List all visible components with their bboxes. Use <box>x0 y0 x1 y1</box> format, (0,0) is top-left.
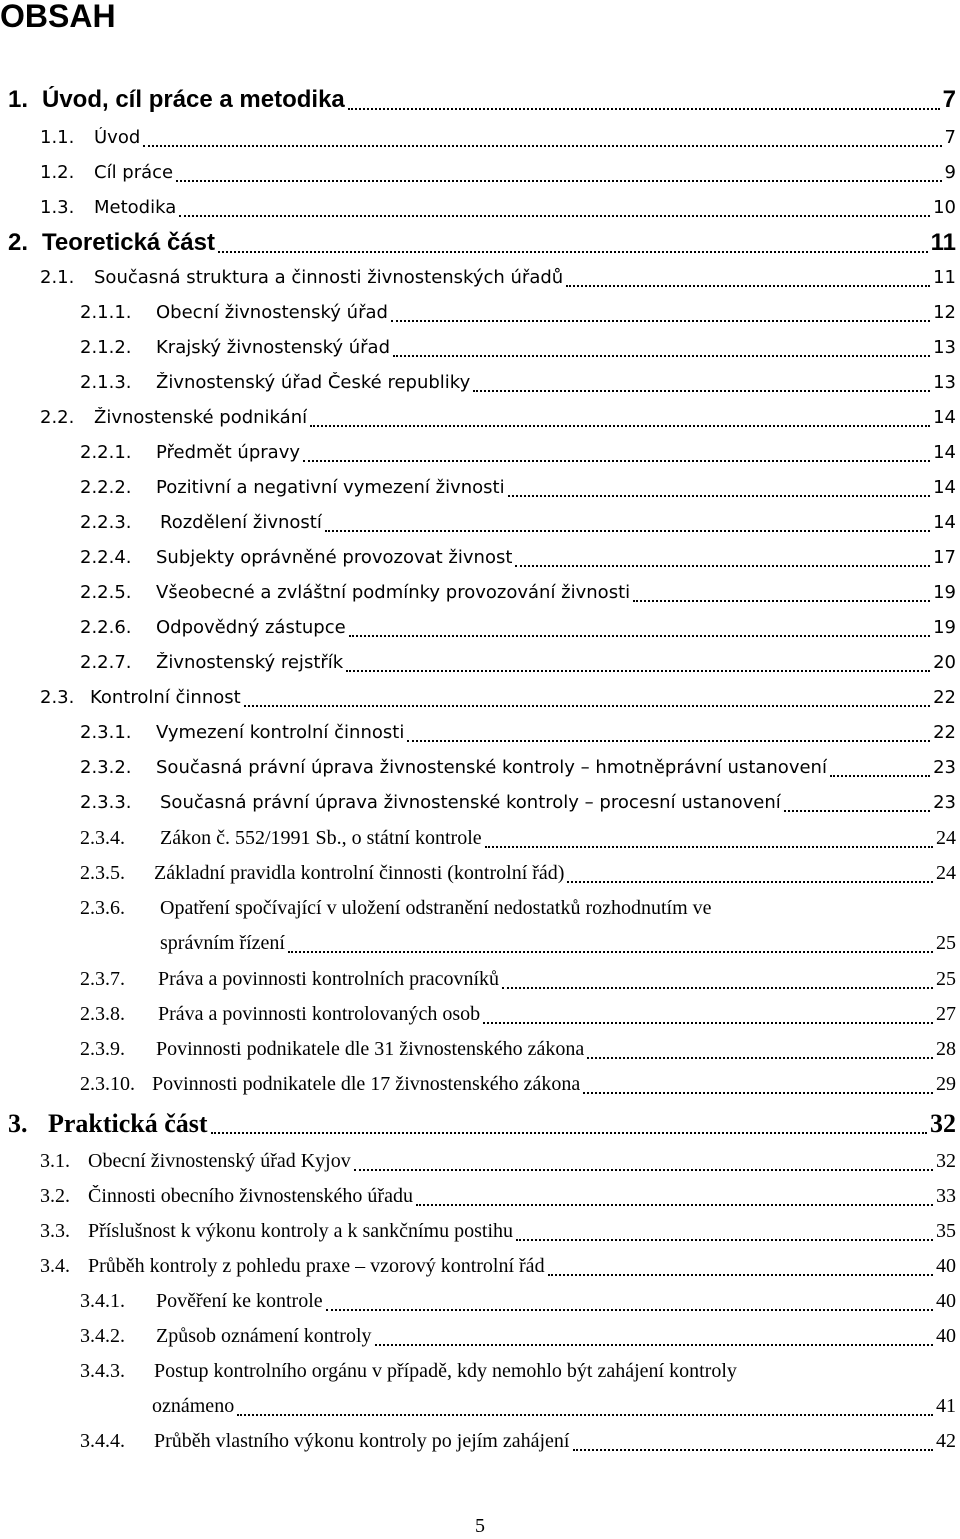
toc-leader-dots <box>237 1413 933 1416</box>
toc-entry-page: 32 <box>930 1109 956 1138</box>
toc-leader-dots <box>244 704 930 707</box>
toc-entry-label: Odpovědný zástupce <box>156 616 346 638</box>
toc-leader-dots <box>375 1343 933 1346</box>
toc-entry <box>80 893 712 923</box>
toc-entry-number: 2.3.5. <box>80 861 125 884</box>
toc-entry-label: Postup kontrolního orgánu v případě, kdy nemohlo být zahájení kontroly <box>154 1359 737 1382</box>
toc-entry-label: Současná právní úprava živnostenské kontroly – hmotněprávní ustanovení <box>156 756 827 778</box>
toc-entry-number: 2.2. <box>40 406 75 428</box>
toc-entry-number: 1.2. <box>40 161 75 183</box>
toc-entry-label: Příslušnost k výkonu kontroly a k sankčnímu postihu <box>88 1219 513 1242</box>
toc-leader-dots <box>391 319 930 322</box>
toc-leader-dots <box>211 1131 927 1134</box>
toc-entry-page: 40 <box>936 1254 956 1277</box>
toc-entry <box>80 612 956 642</box>
toc-entry-page: 7 <box>942 86 956 113</box>
toc-entry <box>80 1034 956 1064</box>
toc-entry-number: 2.2.6. <box>80 616 132 638</box>
toc-entry-page: 9 <box>944 161 956 183</box>
toc-entry-label: Kontrolní činnost <box>90 686 241 708</box>
toc-leader-dots <box>502 986 933 989</box>
toc-entry-label: Subjekty oprávněné provozovat živnost <box>156 546 513 568</box>
toc-leader-dots <box>473 389 930 392</box>
toc-entry <box>40 1216 956 1246</box>
toc-entry-label: Živnostenské podnikání <box>94 406 308 428</box>
toc-entry-label-continued: oznámeno <box>152 1394 235 1417</box>
toc-leader-dots <box>633 599 930 602</box>
toc-entry <box>80 577 956 607</box>
toc-entry <box>80 332 956 362</box>
toc-entry <box>40 122 956 152</box>
toc-entry-page: 33 <box>936 1184 956 1207</box>
toc-entry <box>80 752 956 782</box>
toc-entry-label: Základní pravidla kontrolní činnosti (kontrolní řád) <box>154 861 565 884</box>
toc-leader-dots <box>303 459 930 462</box>
toc-entry-number: 3.4.2. <box>80 1324 125 1347</box>
toc-entry-number: 2.3.3. <box>80 791 132 813</box>
toc-leader-dots <box>393 354 930 357</box>
toc-entry-number: 2.2.7. <box>80 651 132 673</box>
toc-entry-page: 28 <box>936 1037 956 1060</box>
toc-leader-dots <box>218 250 928 253</box>
toc-entry-label: Všeobecné a zvláštní podmínky provozování živnosti <box>156 581 631 603</box>
toc-entry-page: 23 <box>933 756 956 778</box>
toc-entry-number: 2.3.10. <box>80 1072 135 1095</box>
toc-entry-page: 14 <box>933 406 956 428</box>
toc-entry-number: 2.2.4. <box>80 546 132 568</box>
toc-entry-page: 7 <box>944 126 956 148</box>
toc-entry <box>8 228 956 258</box>
toc-entry-page: 24 <box>936 861 956 884</box>
toc-entry-label: Práva a povinnosti kontrolních pracovníků <box>158 967 500 990</box>
toc-entry-label: Zákon č. 552/1991 Sb., o státní kontrole <box>160 826 482 849</box>
toc-entry-page: 11 <box>930 229 956 256</box>
toc-entry-label: Vymezení kontrolní činnosti <box>156 721 405 743</box>
toc-entry <box>40 682 956 712</box>
toc-leader-dots <box>483 1021 933 1024</box>
toc-leader-dots <box>325 529 930 532</box>
toc-leader-dots <box>354 1168 933 1171</box>
toc-leader-dots <box>346 669 930 672</box>
toc-entry <box>8 1109 956 1139</box>
toc-entry-page: 25 <box>936 931 956 954</box>
toc-entry <box>80 542 956 572</box>
toc-leader-dots <box>573 1448 934 1451</box>
toc-entry-number: 1.3. <box>40 196 75 218</box>
toc-leader-dots <box>310 424 930 427</box>
toc-leader-dots <box>176 179 941 182</box>
toc-entry-label: Cíl práce <box>94 161 174 183</box>
toc-entry-number: 2.3.2. <box>80 756 132 778</box>
toc-entry-label: Úvod <box>94 126 141 148</box>
toc-entry-label: Povinnosti podnikatele dle 17 živnostenského zákona <box>152 1072 581 1095</box>
toc-entry-label: Obecní živnostenský úřad Kyjov <box>88 1149 351 1172</box>
toc-leader-dots <box>587 1056 933 1059</box>
toc-entry-label: Současná právní úprava živnostenské kontroly – procesní ustanovení <box>160 791 781 813</box>
toc-entry-page: 40 <box>936 1324 956 1347</box>
toc-entry-number: 3.4. <box>40 1254 70 1277</box>
page-number: 5 <box>475 1515 485 1537</box>
toc-entry-label: Úvod, cíl práce a metodika <box>42 86 345 113</box>
toc-entry-label: Předmět úpravy <box>156 441 300 463</box>
toc-entry <box>40 402 956 432</box>
toc-entry <box>80 1069 956 1099</box>
toc-entry-number: 3.1. <box>40 1149 70 1172</box>
toc-entry-page: 42 <box>936 1429 956 1452</box>
toc-entry-number: 2. <box>8 229 29 256</box>
toc-entry-number: 2.1.2. <box>80 336 132 358</box>
toc-leader-dots <box>143 144 941 147</box>
toc-entry-label: Práva a povinnosti kontrolovaných osob <box>158 1002 481 1025</box>
toc-entry <box>80 823 956 853</box>
toc-entry-number: 3.3. <box>40 1219 70 1242</box>
toc-entry <box>80 964 956 994</box>
toc-entry <box>40 157 956 187</box>
toc-entry-number: 3.4.4. <box>80 1429 125 1452</box>
toc-entry-label: Činnosti obecního živnostenského úřadu <box>88 1184 413 1207</box>
toc-entry-number: 2.2.3. <box>80 511 132 533</box>
toc-leader-dots <box>416 1203 933 1206</box>
toc-entry-page: 20 <box>933 651 956 673</box>
toc-entry-number: 2.3.8. <box>80 1002 125 1025</box>
toc-entry-page: 19 <box>933 581 956 603</box>
toc-entry-page: 27 <box>936 1002 956 1025</box>
toc-entry-number: 2.2.1. <box>80 441 132 463</box>
toc-entry-label: Způsob oznámení kontroly <box>156 1324 372 1347</box>
toc-entry-label: Průběh vlastního výkonu kontroly po jejím zahájení <box>154 1429 570 1452</box>
toc-entry-page: 17 <box>933 546 956 568</box>
toc-entry-number: 2.1.3. <box>80 371 132 393</box>
toc-entry-page: 41 <box>936 1394 956 1417</box>
toc-entry-page: 19 <box>933 616 956 638</box>
toc-entry-number: 1. <box>8 86 29 113</box>
toc-entry <box>40 1181 956 1211</box>
toc-entry-label: Opatření spočívající v uložení odstranění nedostatků rozhodnutím ve <box>160 896 712 919</box>
toc-entry-label: Živnostenský úřad České republiky <box>156 371 471 393</box>
toc-leader-dots <box>516 1238 933 1241</box>
toc-leader-dots <box>349 634 930 637</box>
toc-entry-label: Současná struktura a činnosti živnostenských úřadů <box>94 266 564 288</box>
toc-leader-dots <box>348 107 940 110</box>
toc-entry-label: Teoretická část <box>42 229 215 256</box>
toc-entry-page: 24 <box>936 826 956 849</box>
toc-entry-label: Pozitivní a negativní vymezení živnosti <box>156 476 505 498</box>
toc-entry <box>80 787 956 817</box>
toc-entry-page: 32 <box>936 1149 956 1172</box>
toc-entry <box>80 1356 737 1386</box>
toc-entry-page: 29 <box>936 1072 956 1095</box>
toc-entry-continuation <box>160 928 956 958</box>
toc-entry-number: 2.2.2. <box>80 476 132 498</box>
toc-entry-page: 14 <box>933 441 956 463</box>
toc-entry-page: 23 <box>933 791 956 813</box>
toc-entry <box>80 472 956 502</box>
toc-entry <box>8 85 956 115</box>
toc-entry <box>80 717 956 747</box>
toc-entry-label: Živnostenský rejstřík <box>156 651 344 673</box>
toc-entry-number: 2.2.5. <box>80 581 132 603</box>
toc-entry-number: 2.3.7. <box>80 967 125 990</box>
toc-entry-page: 13 <box>933 371 956 393</box>
toc-entry-page: 13 <box>933 336 956 358</box>
toc-entry-number: 2.3. <box>40 686 75 708</box>
toc-entry-number: 2.3.4. <box>80 826 125 849</box>
toc-entry <box>80 647 956 677</box>
toc-leader-dots <box>583 1091 933 1094</box>
toc-entry-number: 3. <box>8 1109 28 1138</box>
toc-entry-page: 22 <box>933 721 956 743</box>
toc-leader-dots <box>288 950 933 953</box>
toc-entry-number: 2.1.1. <box>80 301 132 323</box>
toc-entry <box>80 297 956 327</box>
toc-entry <box>40 262 956 292</box>
toc-leader-dots <box>407 739 930 742</box>
toc-leader-dots <box>508 494 931 497</box>
toc-entry-page: 35 <box>936 1219 956 1242</box>
toc-entry <box>80 999 956 1029</box>
toc-entry-number: 2.3.1. <box>80 721 132 743</box>
toc-entry <box>80 858 956 888</box>
toc-entry <box>80 507 956 537</box>
toc-leader-dots <box>515 564 930 567</box>
toc-entry-number: 3.2. <box>40 1184 70 1207</box>
toc-entry-page: 40 <box>936 1289 956 1312</box>
toc-entry-label: Rozdělení živností <box>160 511 322 533</box>
page-title: OBSAH <box>0 0 116 34</box>
toc-entry-label: Průběh kontroly z pohledu praxe – vzorový kontrolní řád <box>88 1254 545 1277</box>
toc-leader-dots <box>830 774 930 777</box>
toc-leader-dots <box>566 284 930 287</box>
toc-entry <box>80 437 956 467</box>
toc-entry <box>80 367 956 397</box>
toc-entry-label: Obecní živnostenský úřad <box>156 301 388 323</box>
toc-leader-dots <box>567 880 933 883</box>
toc-leader-dots <box>485 845 933 848</box>
toc-entry-label-continued: správním řízení <box>160 931 285 954</box>
toc-entry-page: 25 <box>936 967 956 990</box>
toc-entry-continuation <box>152 1391 956 1421</box>
toc-entry <box>80 1286 956 1316</box>
toc-entry <box>40 1251 956 1281</box>
toc-entry-number: 2.3.9. <box>80 1037 125 1060</box>
toc-entry-label: Krajský živnostenský úřad <box>156 336 391 358</box>
toc-entry <box>40 192 956 222</box>
toc-entry-page: 14 <box>933 511 956 533</box>
toc-entry-page: 11 <box>933 266 956 288</box>
toc-leader-dots <box>784 809 930 812</box>
toc-entry <box>80 1426 956 1456</box>
toc-entry-number: 2.3.6. <box>80 896 125 919</box>
toc-leader-dots <box>548 1273 933 1276</box>
toc-entry-label: Praktická část <box>48 1109 208 1138</box>
toc-entry-number: 2.1. <box>40 266 75 288</box>
toc-leader-dots <box>179 214 930 217</box>
toc-entry-label: Metodika <box>94 196 177 218</box>
toc-entry-label: Povinnosti podnikatele dle 31 živnostenského zákona <box>156 1037 585 1060</box>
toc-entry <box>40 1146 956 1176</box>
toc-entry-page: 14 <box>933 476 956 498</box>
toc-entry-page: 10 <box>933 196 956 218</box>
toc-entry-number: 3.4.3. <box>80 1359 125 1382</box>
toc-entry-label: Pověření ke kontrole <box>156 1289 323 1312</box>
toc-entry-page: 12 <box>933 301 956 323</box>
toc-leader-dots <box>326 1308 933 1311</box>
toc-entry-number: 1.1. <box>40 126 75 148</box>
toc-entry-number: 3.4.1. <box>80 1289 125 1312</box>
toc-entry-page: 22 <box>933 686 956 708</box>
toc-entry <box>80 1321 956 1351</box>
